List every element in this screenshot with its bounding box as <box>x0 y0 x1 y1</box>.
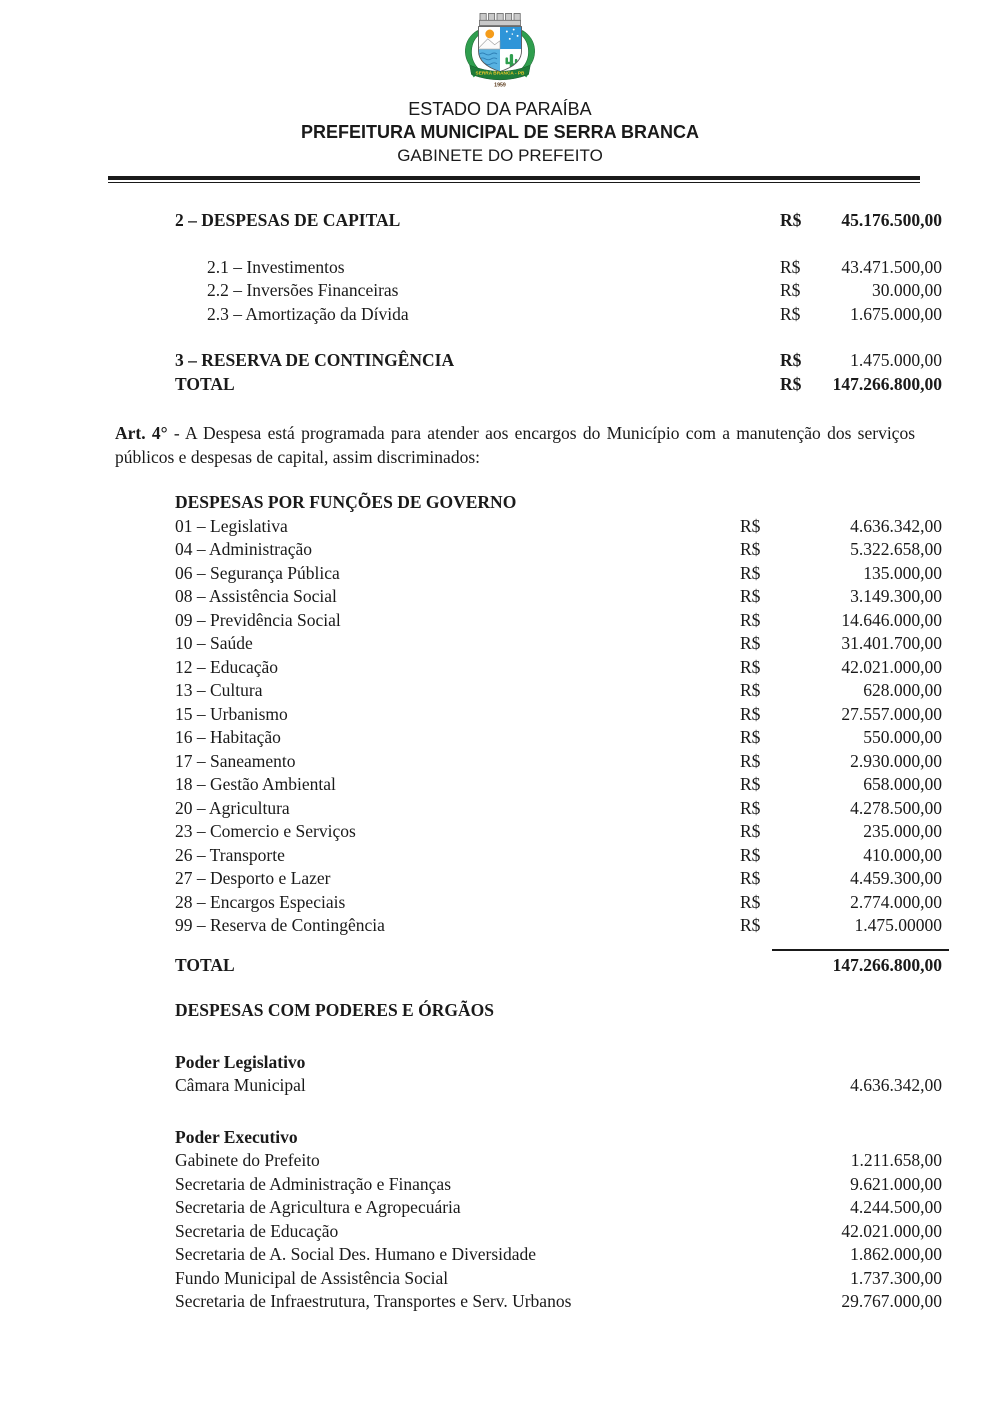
expense-row <box>175 538 942 562</box>
expense-row <box>175 844 942 868</box>
crest-year-text: 1959 <box>494 82 506 89</box>
functions-total-row <box>175 954 942 978</box>
row-amount: 4.459.300,00 <box>850 868 942 888</box>
row-amount: 4.636.342,00 <box>850 1075 942 1095</box>
row-amount: 27.557.000,00 <box>841 703 942 724</box>
shield-icon <box>479 27 522 72</box>
expense-row <box>175 1220 942 1244</box>
currency-symbol: R$ <box>740 774 761 794</box>
currency-symbol: R$ <box>740 750 761 771</box>
row-label: 10 – Saúde <box>175 633 253 653</box>
expense-row <box>175 750 942 774</box>
row-label: 12 – Educação <box>175 656 279 677</box>
municipal-coat-of-arms-icon <box>451 10 549 96</box>
row-amount: 4.636.342,00 <box>850 515 942 536</box>
row-label: TOTAL <box>175 373 235 394</box>
row-amount: 30.000,00 <box>872 280 942 300</box>
row-label: 16 – Habitação <box>175 727 281 747</box>
currency-symbol: R$ <box>740 844 761 865</box>
currency-symbol: R$ <box>740 821 761 841</box>
expense-row <box>175 679 942 703</box>
currency-symbol: R$ <box>740 586 761 606</box>
article-4-lead: Art. 4° <box>115 423 168 443</box>
row-label: 04 – Administração <box>175 539 313 559</box>
row-amount: 5.322.658,00 <box>850 539 942 559</box>
reserva-row <box>175 349 942 373</box>
row-amount: 135.000,00 <box>863 562 942 583</box>
row-label: 2.2 – Inversões Financeiras <box>207 280 399 300</box>
crest-banner-text: SERRA BRANCA - PB <box>475 70 525 76</box>
currency-symbol: R$ <box>740 727 761 747</box>
row-amount: 147.266.800,00 <box>832 954 942 975</box>
office-name: GABINETE DO PREFEITO <box>397 146 603 165</box>
row-amount: 43.471.500,00 <box>841 256 942 277</box>
expense-row <box>175 303 942 327</box>
row-amount: 9.621.000,00 <box>850 1173 942 1194</box>
currency-symbol: R$ <box>780 210 802 230</box>
row-amount: 45.176.500,00 <box>841 210 942 230</box>
currency-symbol: R$ <box>740 868 761 888</box>
currency-symbol: R$ <box>740 539 761 559</box>
expense-row <box>175 279 942 303</box>
row-amount: 4.244.500,00 <box>850 1197 942 1217</box>
expense-row <box>175 1173 942 1197</box>
row-label: 27 – Desporto e Lazer <box>175 868 331 888</box>
row-amount: 4.278.500,00 <box>850 797 942 818</box>
row-amount: 1.211.658,00 <box>850 1150 942 1170</box>
functions-title: DESPESAS POR FUNÇÕES DE GOVERNO <box>175 492 517 512</box>
row-label: 17 – Saneamento <box>175 750 296 771</box>
row-label: 20 – Agricultura <box>175 797 290 818</box>
row-label: 06 – Segurança Pública <box>175 562 340 583</box>
currency-symbol: R$ <box>740 562 761 583</box>
row-label: Fundo Municipal de Assistência Social <box>175 1267 449 1288</box>
expense-row <box>175 609 942 633</box>
document-body <box>0 209 1000 1314</box>
row-amount: 1.475.000,00 <box>850 350 942 370</box>
row-amount: 42.021.000,00 <box>841 1220 942 1241</box>
section-title: 2 – DESPESAS DE CAPITAL <box>175 210 401 230</box>
currency-symbol: R$ <box>740 633 761 653</box>
capital-title-row <box>175 209 942 233</box>
capital-expenses-section <box>175 209 942 396</box>
row-label: 15 – Urbanismo <box>175 703 288 724</box>
expense-row <box>175 703 942 727</box>
expense-row <box>175 515 942 539</box>
row-amount: 2.930.000,00 <box>850 750 942 771</box>
expense-row <box>175 1243 942 1267</box>
letterhead <box>0 0 1000 183</box>
expense-row <box>175 726 942 750</box>
executive-heading: Poder Executivo <box>175 1126 298 1147</box>
currency-symbol: R$ <box>780 350 802 370</box>
row-amount: 2.774.000,00 <box>850 891 942 912</box>
currency-symbol: R$ <box>780 256 801 277</box>
row-amount: 3.149.300,00 <box>850 586 942 606</box>
article-4-text: - A Despesa está programada para atender aos encargos do Município com a manutenção dos serviços públicos e despesas de capital, assim discriminados: <box>115 423 916 467</box>
row-amount: 31.401.700,00 <box>841 633 942 653</box>
row-label: Secretaria de A. Social Des. Humano e Diversidade <box>175 1244 537 1264</box>
state-name: ESTADO DA PARAÍBA <box>408 99 592 119</box>
row-amount: 29.767.000,00 <box>841 1291 942 1311</box>
currency-symbol: R$ <box>740 609 761 630</box>
row-label: 08 – Assistência Social <box>175 586 337 606</box>
powers-section <box>175 999 942 1314</box>
row-label: Gabinete do Prefeito <box>175 1150 320 1170</box>
row-amount: 658.000,00 <box>863 774 942 794</box>
row-label: 09 – Previdência Social <box>175 609 341 630</box>
powers-title: DESPESAS COM PODERES E ÓRGÃOS <box>175 1000 494 1020</box>
functions-rows <box>175 515 942 938</box>
sun-icon <box>485 30 494 39</box>
expense-row <box>175 797 942 821</box>
expense-row <box>175 1290 942 1314</box>
total-rule <box>772 949 949 951</box>
row-label: Câmara Municipal <box>175 1075 306 1095</box>
row-amount: 42.021.000,00 <box>841 656 942 677</box>
row-label: 2.1 – Investimentos <box>207 256 345 277</box>
row-amount: 1.737.300,00 <box>850 1267 942 1288</box>
row-amount: 550.000,00 <box>863 727 942 747</box>
executive-rows <box>175 1149 942 1314</box>
expense-row <box>175 585 942 609</box>
expense-row <box>175 256 942 280</box>
row-label: 01 – Legislativa <box>175 515 288 536</box>
expense-row <box>175 656 942 680</box>
row-label: Secretaria de Educação <box>175 1220 339 1241</box>
header-rule <box>108 176 920 183</box>
row-label: 18 – Gestão Ambiental <box>175 774 336 794</box>
article-4-paragraph <box>115 422 915 469</box>
row-label: Secretaria de Administração e Finanças <box>175 1173 452 1194</box>
currency-symbol: R$ <box>740 703 761 724</box>
row-label: 26 – Transporte <box>175 844 285 865</box>
currency-symbol: R$ <box>740 797 761 818</box>
capital-items <box>175 256 942 327</box>
row-amount: 1.675.000,00 <box>850 303 942 324</box>
currency-symbol: R$ <box>740 891 761 912</box>
functions-section <box>175 491 942 977</box>
row-amount: 410.000,00 <box>863 844 942 865</box>
row-label: Secretaria de Agricultura e Agropecuária <box>175 1197 461 1217</box>
crown-icon <box>479 13 520 25</box>
row-amount: 1.475.00000 <box>854 915 942 935</box>
currency-symbol: R$ <box>740 915 761 935</box>
currency-symbol: R$ <box>740 680 761 700</box>
capital-total-row <box>175 373 942 397</box>
row-label: 3 – RESERVA DE CONTINGÊNCIA <box>175 350 455 370</box>
row-amount: 14.646.000,00 <box>841 609 942 630</box>
currency-symbol: R$ <box>780 373 802 394</box>
expense-row <box>175 820 942 844</box>
row-label: 99 – Reserva de Contingência <box>175 915 385 935</box>
currency-symbol: R$ <box>780 303 801 324</box>
currency-symbol: R$ <box>740 656 761 677</box>
row-amount: 235.000,00 <box>863 821 942 841</box>
expense-row <box>175 773 942 797</box>
expense-row <box>175 867 942 891</box>
expense-row <box>175 1267 942 1291</box>
row-label: TOTAL <box>175 954 235 975</box>
currency-symbol: R$ <box>780 280 801 300</box>
legislative-rows <box>175 1074 942 1098</box>
row-label: 23 – Comercio e Serviços <box>175 821 356 841</box>
expense-row <box>175 562 942 586</box>
expense-row <box>175 1196 942 1220</box>
row-label: 2.3 – Amortização da Dívida <box>207 303 409 324</box>
row-amount: 1.862.000,00 <box>850 1244 942 1264</box>
expense-row <box>175 891 942 915</box>
expense-row <box>175 1149 942 1173</box>
legislative-heading: Poder Legislativo <box>175 1051 306 1072</box>
municipality-name: PREFEITURA MUNICIPAL DE SERRA BRANCA <box>300 122 699 142</box>
expense-row <box>175 632 942 656</box>
currency-symbol: R$ <box>740 515 761 536</box>
row-label: Secretaria de Infraestrutura, Transportes e Serv. Urbanos <box>175 1291 572 1311</box>
expense-row <box>175 914 942 938</box>
row-label: 28 – Encargos Especiais <box>175 891 346 912</box>
row-label: 13 – Cultura <box>175 680 263 700</box>
expense-row <box>175 1074 942 1098</box>
row-amount: 147.266.800,00 <box>832 373 942 394</box>
row-amount: 628.000,00 <box>863 680 942 700</box>
